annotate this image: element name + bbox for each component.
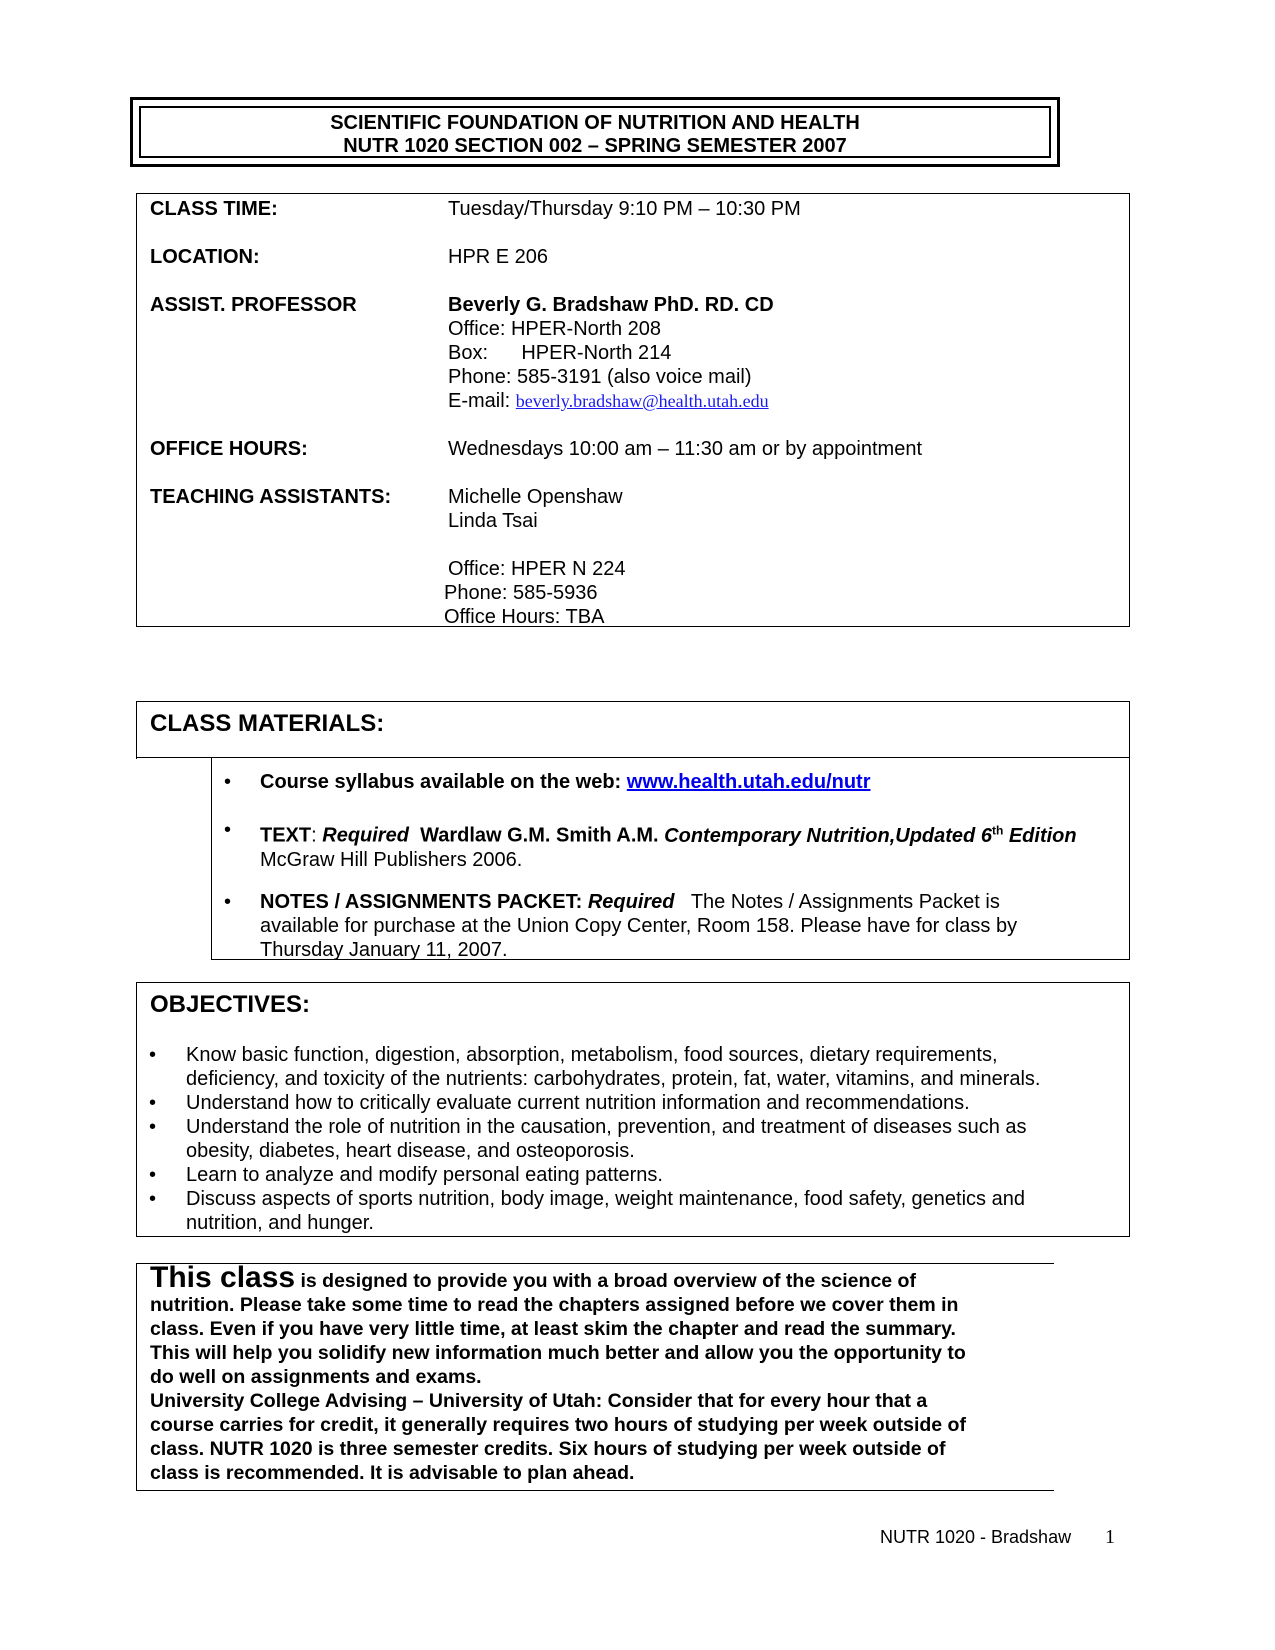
class-note-line-1: is designed to provide you with a broad overview of the science of [295,1270,916,1292]
objective-5-line-2: nutrition, and hunger. [186,1212,374,1234]
text-authors: Wardlaw G.M. Smith A.M. [420,824,659,847]
ta-hours: Office Hours: TBA [444,606,605,628]
text-edition-sup: th [991,823,1004,837]
class-note-line-5: do well on assignments and exams. [150,1366,482,1388]
professor-box: Box: HPER-North 214 [448,342,672,364]
course-title: SCIENTIFIC FOUNDATION OF NUTRITION AND HEALTH [330,112,860,134]
materials-divider [136,757,211,758]
class-note-lead: This class [150,1261,296,1294]
packet-required: Required [587,891,675,913]
objective-2: Understand how to critically evaluate current nutrition information and recommendations. [186,1092,970,1114]
text-prefix: TEXT [260,824,312,847]
professor-office: Office: HPER-North 208 [448,318,662,340]
title-inner-border [139,106,1051,158]
objective-1-line-1: Know basic function, digestion, absorption, metabolism, food sources, dietary requirements, [186,1044,998,1066]
objective-3-line-1: Understand the role of nutrition in the causation, prevention, and treatment of diseases such as [186,1116,1027,1138]
professor-phone: Phone: 585-3191 (also voice mail) [448,366,752,388]
text-book-title: Contemporary Nutrition,Updated 6 [664,824,992,847]
ta-name-2: Linda Tsai [448,510,538,532]
text-colon: : [311,824,317,847]
class-materials-list [211,757,1130,960]
class-note-line-3: class. Even if you have very little time, at least skim the chapter and read the summary. [150,1318,956,1340]
course-section: NUTR 1020 SECTION 002 – SPRING SEMESTER 2007 [343,135,847,157]
office-hours-label: OFFICE HOURS: [150,438,308,460]
office-hours-value: Wednesdays 10:00 am – 11:30 am or by appointment [448,438,922,460]
objective-4: Learn to analyze and modify personal eating patterns. [186,1164,663,1186]
text-required: Required [322,824,409,847]
class-note-line-7: course carries for credit, it generally requires two hours of studying per week outside of [150,1414,966,1436]
professor-label: ASSIST. PROFESSOR [150,294,357,316]
packet-prefix: NOTES / ASSIGNMENTS PACKET: [260,891,583,913]
class-materials-header [136,701,1130,759]
bullet-icon: • [149,1164,157,1186]
class-note-line-4: This will help you solidify new information much better and allow you the opportunity to [150,1342,966,1364]
ta-label: TEACHING ASSISTANTS: [150,486,392,508]
objective-1-line-2: deficiency, and toxicity of the nutrients: carbohydrates, protein, fat, water, vitamins, and minerals. [186,1068,1041,1090]
syllabus-text: Course syllabus available on the web: [260,771,622,793]
bullet-icon: • [224,771,232,793]
class-note-line-2: nutrition. Please take some time to read the chapters assigned before we cover them in [150,1294,959,1316]
class-time-value: Tuesday/Thursday 9:10 PM – 10:30 PM [448,198,801,220]
email-link[interactable]: beverly.bradshaw@health.utah.edu [515,391,769,411]
class-note-line-9: class is recommended. It is advisable to plan ahead. [150,1462,635,1484]
packet-line-2: available for purchase at the Union Copy Center, Room 158. Please have for class by [260,915,1018,937]
objective-3-line-2: obesity, diabetes, heart disease, and osteoporosis. [186,1140,635,1162]
bullet-icon: • [149,1188,157,1210]
ta-name-1: Michelle Openshaw [448,486,623,508]
bullet-icon: • [224,891,232,913]
location-label: LOCATION: [150,246,260,268]
professor-name: Beverly G. Bradshaw PhD. RD. CD [448,294,774,316]
class-note-box [136,1263,1054,1491]
text-edition: Edition [1008,824,1077,847]
title-box [130,97,1060,167]
page-number: 1 [1105,1526,1115,1548]
ta-office: Office: HPER N 224 [448,558,626,580]
bullet-icon: • [149,1044,157,1066]
objectives-heading: OBJECTIVES: [150,991,311,1018]
bullet-icon: • [224,819,232,841]
syllabus-link[interactable]: www.health.utah.edu/nutr [626,771,871,793]
packet-line-1: The Notes / Assignments Packet is [690,891,1000,913]
class-time-label: CLASS TIME: [150,198,278,220]
course-info-box [136,193,1130,627]
class-materials-heading: CLASS MATERIALS: [150,710,385,737]
class-note-line-8: class. NUTR 1020 is three semester credits. Six hours of studying per week outside of [150,1438,946,1460]
ta-phone: Phone: 585-5936 [444,582,598,604]
bullet-icon: • [149,1116,157,1138]
objectives-box [136,982,1130,1237]
footer-text: NUTR 1020 - Bradshaw [880,1527,1072,1547]
professor-email-line [448,390,769,413]
class-note-line-6: University College Advising – University of Utah: Consider that for every hour that a [150,1390,928,1412]
text-publisher: McGraw Hill Publishers 2006. [260,848,523,871]
bullet-icon: • [149,1092,157,1114]
objective-5-line-1: Discuss aspects of sports nutrition, body image, weight maintenance, food safety, genetics and [186,1188,1025,1210]
location-value: HPR E 206 [448,246,549,268]
class-note-text [150,1261,1030,1485]
email-label: E-mail: [448,390,511,412]
packet-line-3: Thursday January 11, 2007. [260,939,508,961]
